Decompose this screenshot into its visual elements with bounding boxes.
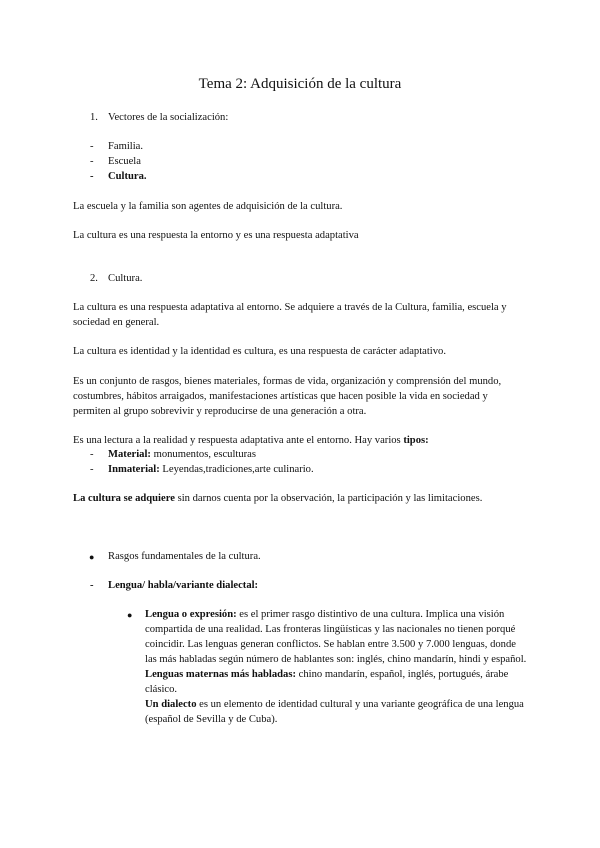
paragraph [145,667,530,697]
type-text: monumentos, esculturas [150,449,256,460]
paragraph [145,607,530,667]
paragraph-bold: Lenguas maternas más habladas: [145,669,296,680]
paragraph-text: Es una lectura a la realidad y respuesta adaptativa ante el entorno. Hay varios [73,435,404,446]
dash-marker: - [90,464,94,475]
paragraph [145,697,530,727]
dash-marker: - [90,449,94,460]
paragraph-text: es el primer rasgo distintivo de una cultura. Implica una visión compartida de una realidad. Las fronteras lingüísticas y las nacionales no tienen porqué coincidir. Las lenguas generan conflictos. Se hablan entre 3.500 y 7.000 lenguas, donde las más habladas según número de hablantes son: inglés, chino mandarín, hindi y español. [145,609,527,665]
paragraph-text: es un elemento de identidad cultural y una variante geográfica de una lengua (español de Sevilla y de Cuba). [145,699,524,725]
paragraph: La escuela y la familia son agentes de adquisición de la cultura. [73,201,343,212]
section-heading: Vectores de la socialización: [108,112,229,123]
dash-marker: - [90,580,94,591]
type-label: Material: [108,449,151,460]
paragraph-bold: Un dialecto [145,699,197,710]
dash-marker: - [90,156,94,167]
dash-marker: - [90,141,94,152]
type-label: Inmaterial: [108,464,160,475]
paragraph-text: sin darnos cuenta por la observación, la participación y las limitaciones. [174,493,483,504]
paragraph: La cultura es una respuesta adaptativa al entorno. Se adquiere a través de la Cultura, familia, escuela y sociedad en general. [73,302,507,328]
dash-marker: - [90,171,94,182]
section-heading: Cultura. [108,273,143,284]
paragraph: La cultura es identidad y la identidad es cultura, es una respuesta de carácter adaptativo. [73,346,446,357]
paragraph [73,433,528,448]
page-title: Tema 2: Adquisición de la cultura [198,76,402,92]
section-heading: Rasgos fundamentales de la cultura. [108,551,261,562]
list-item: Familia. [108,141,144,152]
paragraph-bold: tipos: [403,435,429,446]
sub-heading: Lengua/ habla/variante dialectal: [108,580,259,591]
section-number: 1. [90,112,98,123]
paragraph: La cultura es una respuesta la entorno y es una respuesta adaptativa [73,230,359,241]
paragraph-bold: La cultura se adquiere [73,493,175,504]
bullet-icon: ● [89,552,95,562]
paragraph-text: chino mandarín, español, inglés, portugués, árabe clásico. [145,669,509,695]
type-text: Leyendas,tradiciones,arte culinario. [159,464,314,475]
paragraph: Es un conjunto de rasgos, bienes materiales, formas de vida, organización y comprensión del mundo, costumbres, hábitos arraigados, manifestaciones artísticas que hacen posible la vida en sociedad y permiten al grupo sobrevivir y reproducirse de una generación a otra. [73,376,502,417]
section-number: 2. [90,273,98,284]
paragraph-bold: Lengua o expresión: [145,609,237,620]
list-item: Cultura. [108,171,147,182]
type-item [108,447,256,462]
list-item: Escuela [108,156,141,167]
paragraph [73,491,528,506]
bullet-icon: ● [127,610,133,620]
type-item [108,462,314,477]
